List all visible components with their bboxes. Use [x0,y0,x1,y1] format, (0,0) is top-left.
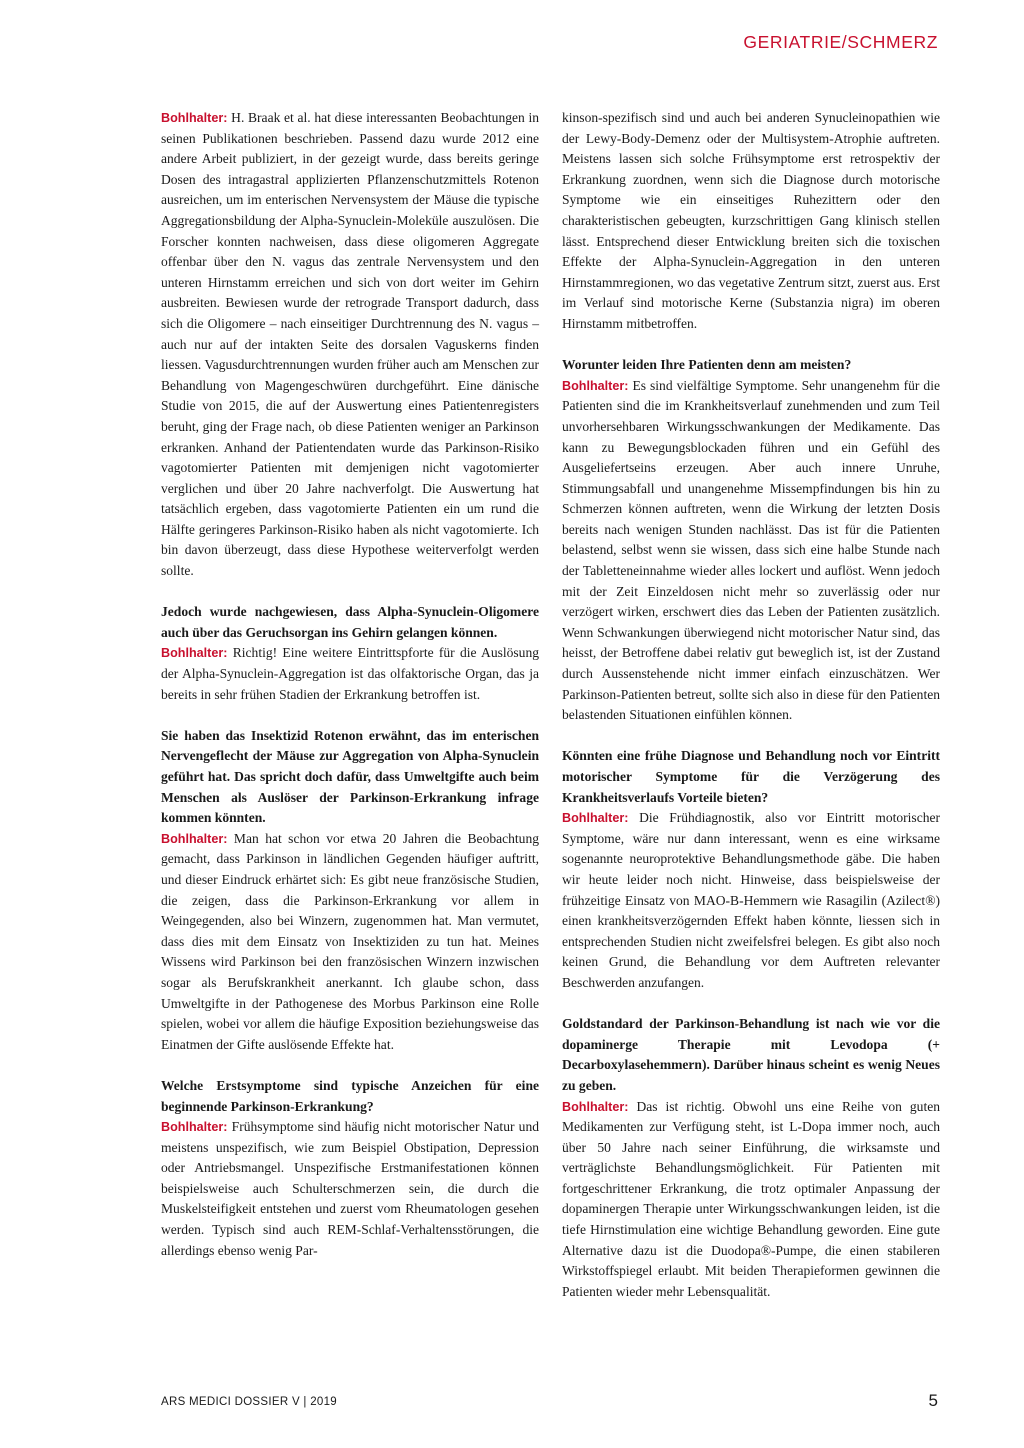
answer-text: Frühsymptome sind häufig nicht motorischer Natur und meistens unspezifisch, wie zum Beispiel Obstipation, Depression oder Antriebsmangel. Unspezifische Erstmanifestationen können beispielsweise auch Schulterschmerzen sein, die durch die Muskelsteifigkeit entstehen und zuerst vom Rheumatologen gesehen werden. Typisch sind auch REM-Schlaf-Verhaltensstörungen, die allerdings ebenso wenig Par- [161,1119,539,1258]
continued-paragraph: kinson-spezifisch sind und auch bei anderen Synucleinopathien wie der Lewy-Body-Demenz oder der Multisystem-Atrophie auftreten. Meistens lassen sich solche Frühsymptome erst retrospektiv der Erkrankung zuordnen, wenn sich die Diagnose durch motorische Symptome wie ein einseitiges Ruhezittern oder den charakteristischen gebeugten, kurzschrittigen Gang klinisch stellen lässt. Entsprechend dieser Entwicklung breiten sich die toxischen Effekte der Alpha-Synuclein-Aggregation in den unteren Hirnstammregionen, wo das vegetative Zentrum sitzt, zuerst aus. Erst im Verlauf sind motorische Kerne (Substanzia nigra) im oberen Hirnstamm mitbetroffen. [562,110,940,331]
footer-publication: ARS MEDICI DOSSIER V | 2019 [161,1396,337,1408]
interview-question: Goldstandard der Parkinson-Behandlung ist nach wie vor die dopaminerge Therapie mit Levodopa (+ Decarboxylasehemmern). Darüber hinaus scheint es wenig Neues zu geben. [562,1016,940,1093]
answer-paragraph [562,376,940,726]
answer-paragraph [562,1097,940,1303]
left-column [161,108,539,1261]
section-title: GERIATRIE/SCHMERZ [743,32,938,52]
answer-paragraph [161,829,539,1056]
answer-paragraph [562,808,940,993]
answer-text: Man hat schon vor etwa 20 Jahren die Beobachtung gemacht, dass Parkinson in ländlichen Gegenden häufiger auftritt, und dieser Eindruck erhärtet sich: Es gibt neue französische Studien, die zeigen, dass die Parkinson-Erkrankung vor allem in Weingegenden, also bei Winzern, zugenommen hat. Man vermutet, dass dies mit dem Einsatz von Insektiziden zu tun hat. Meines Wissens wird Parkinson bei den französischen Winzern inzwischen sogar als Berufskrankheit anerkannt. Ich glaube schon, dass Umweltgifte in der Pathogenese des Morbus Parkinson eine Rolle spielen, wobei vor allem die häufige Exposition beziehungsweise das Einatmen der Gifte auslösende Effekte hat. [161,830,539,1052]
interview-question: Könnten eine frühe Diagnose und Behandlung noch vor Eintritt motorischer Symptome für die Verzögerung des Krankheitsverlaufs Vorteile bieten? [562,748,940,805]
speaker-label: Bohlhalter: [562,378,629,393]
speaker-label: Bohlhalter: [161,831,228,846]
answer-paragraph [161,643,539,705]
answer-paragraph [161,108,539,582]
speaker-label: Bohlhalter: [562,811,629,826]
speaker-label: Bohlhalter: [161,646,228,661]
right-column [562,108,940,1302]
interview-question: Sie haben das Insektizid Rotenon erwähnt, das im enterischen Nervengeflecht der Mäuse zur Aggregation von Alpha-Synuclein geführt hat. Das spricht doch dafür, dass Umweltgifte auch beim Menschen als Auslöser der Parkinson-Erkrankung infrage kommen könnten. [161,727,539,826]
answer-text: Das ist richtig. Obwohl uns eine Reihe von guten Medikamenten zur Verfügung steht, ist L-Dopa immer noch, auch über 50 Jahre nach seiner Einführung, die wirksamste und verträglichste Behandlungsmöglichkeit. Für Patienten mit fortgeschrittener Erkrankung, die trotz optimaler Anpassung der dopaminergen Therapie unter Wirkungsschwankungen leiden, ist die tiefe Hirnstimulation eine wichtige Behandlung geworden. Eine gute Alternative dazu ist die Duodopa®-Pumpe, die einen stabileren Wirkstoffspiegel erlaubt. Mit beiden Therapieformen gewinnen die Patienten wieder mehr Lebensqualität. [562,1098,940,1299]
answer-text: Richtig! Eine weitere Eintrittspforte für die Auslösung der Alpha-Synuclein-Aggregation ist das olfaktorische Organ, das ja bereits in sehr frühen Stadien der Erkrankung betroffen ist. [161,645,539,702]
answer-paragraph [161,1117,539,1261]
interview-question: Worunter leiden Ihre Patienten denn am meisten? [562,357,852,373]
answer-text: H. Braak et al. hat diese interessanten Beobachtungen in seinen Publikationen beschrieben. Passend dazu wurde 2012 eine andere Arbeit publiziert, in der gezeigt wurde, dass bereits geringe Dosen des intragastral applizierten Pflanzenschutzmittels Rotenon ausreichen, um im enterischen Nervensystem der Mäuse die typische Aggregationsbildung der Alpha-Synuclein-Moleküle auszulösen. Die Forscher konnten nachweisen, dass diese oligomeren Aggregate offenbar über den N. vagus das zentrale Nervensystem und den unteren Hirnstamm erreichen und sich von dort weiter im Gehirn ausbreiten. Bewiesen wurde der retrograde Transport dadurch, dass sich die Oligomere – nach einseitiger Durchtrennung des N. vagus – auch nur auf der intakten Seite des dorsalen Vaguskerns finden liessen. Vagusdurchtrennungen wurden früher auch am Menschen zur Behandlung von Magengeschwüren durchgeführt. Eine dänische Studie von 2015, die auf der Auswertung eines Patientenregisters beruht, ging der Frage nach, ob diese Patienten weniger an Parkinson erkranken. Anhand der Patientendaten wurde das Parkinson-Risiko vagotomierter Patienten mit demjenigen nicht vagotomierter verglichen und über 20 Jahre nachverfolgt. Die Auswertung hat tatsächlich ergeben, dass vagotomierte Patienten ein um rund die Hälfte geringeres Parkinson-Risiko haben als nicht vagotomierte. Ich bin davon überzeugt, dass diese Hypothese weiterverfolgt werden sollte. [161,110,539,579]
speaker-label: Bohlhalter: [161,1120,228,1135]
speaker-label: Bohlhalter: [562,1099,629,1114]
answer-text: Die Frühdiagnostik, also vor Eintritt motorischer Symptome, wäre nur dann interessant, wenn es eine wirksame sogenannte neuroprotektive Behandlungsmethode gäbe. Die haben wir heute leider noch nicht. Hinweise, dass beispielsweise der frühzeitige Einsatz von MAO-B-Hemmern wie Rasagilin (Azilect®) einen krankheitsverzögernden Effekt haben könnte, liessen sich in entsprechenden Studien nicht zweifelsfrei belegen. Es gibt also noch keinen Grund, die Behandlung vor dem Auftreten relevanter Beschwerden anzufangen. [562,810,940,990]
interview-question: Jedoch wurde nachgewiesen, dass Alpha-Synuclein-Oligomere auch über das Geruchsorgan ins Gehirn gelangen können. [161,604,539,640]
page-number: 5 [928,1391,938,1410]
interview-question: Welche Erstsymptome sind typische Anzeichen für eine beginnende Parkinson-Erkrankung? [161,1077,539,1114]
speaker-label: Bohlhalter: [161,111,228,125]
answer-text: Es sind vielfältige Symptome. Sehr unangenehm für die Patienten sind die im Krankheitsverlauf zunehmenden und zum Teil unvorhersehbaren Wirkungsschwankungen der Medikamente. Das kann zu Bewegungsblockaden führen und ein Gefühl des Ausgeliefertseins erzeugen. Aber auch innere Unruhe, Stimmungsabfall und unangenehme Missempfindungen bis hin zu Schmerzen können auftreten, wenn die Wirkung der letzten Dosis bereits nach wenigen Stunden nachlässt. Das ist für die Patienten belastend, selbst wenn sie wissen, dass sich eine halbe Stunde nach der Tabletteneinnahme wieder alles lockert und auflöst. Wenn jedoch mit der Zeit Einzeldosen nicht mehr so zuverlässig oder nur verzögert wirken, erschwert dies das Leben der Patienten zusätzlich. Wenn Schwankungen überwiegend nicht motorischer Natur sind, das heisst, der Betroffene dabei relativ gut beweglich ist, ist der Zustand durch Aussenstehende nicht immer einfach einzuschätzen. Wer Parkinson-Patienten betreut, sollte sich also in diese für den Patienten belastenden Situationen einfühlen können. [562,377,940,723]
